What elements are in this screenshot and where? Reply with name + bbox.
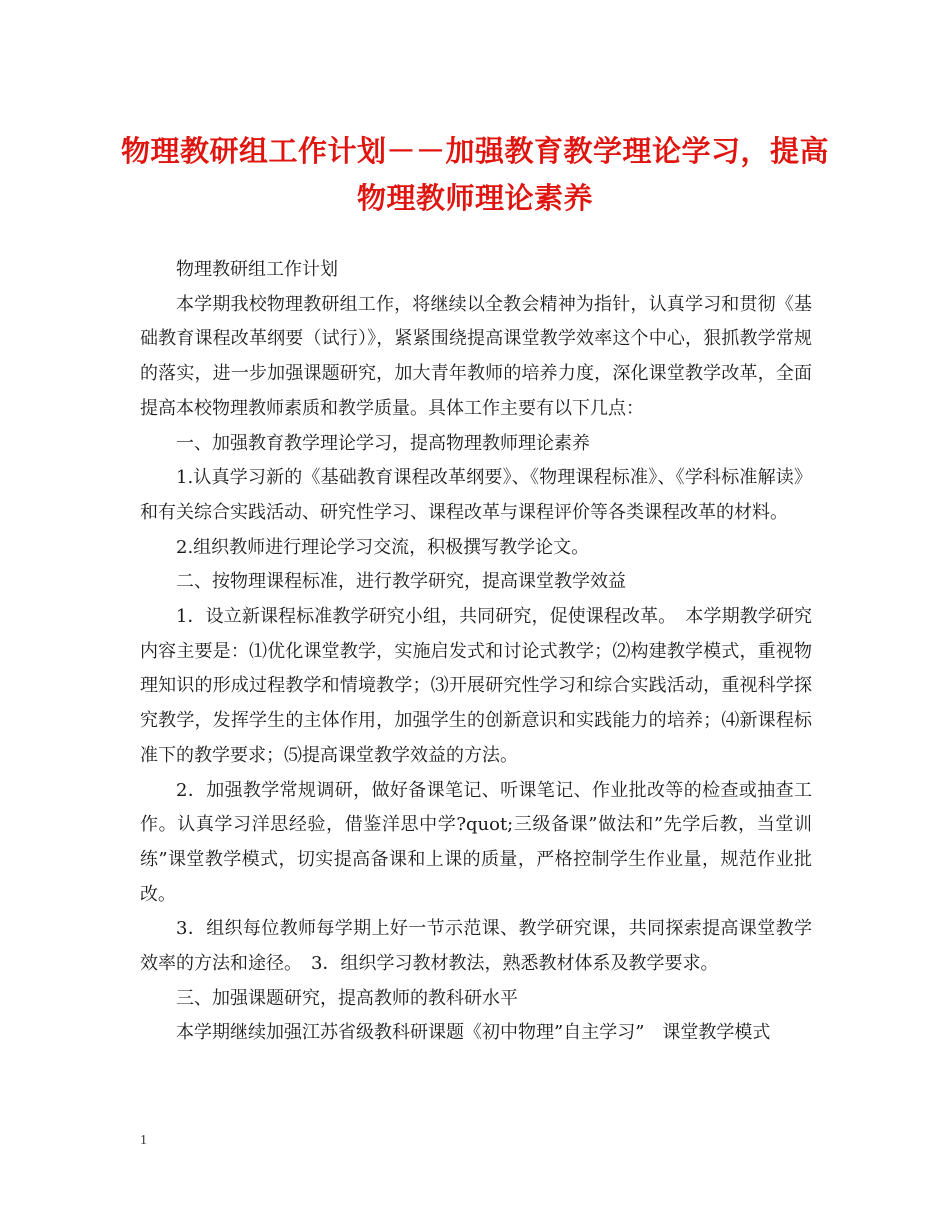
section-heading: 物理教研组工作计划: [176, 259, 338, 280]
section-heading: 一、加强教育教学理论学习，提高物理教师理论素养: [176, 432, 590, 454]
section-heading: 二、按物理课程标准，进行教学研究，提高课堂教学效益: [176, 571, 626, 593]
page-number: 1: [140, 1133, 147, 1148]
intro-paragraph: 本学期我校物理教研组工作，将继续以全教会精神为指针，认真学习和贯彻《基础教育课程改革纲要（试行）》，紧紧围绕提高课堂教学效率这个中心，狠抓教学常规的落实，进一步加强课题研究，加大青年教师的培养力度，深化课堂教学改革，全面提高本校物理教师素质和教学质量。具体工作主要有以下几点：: [140, 293, 812, 419]
title-line-1: 物理教研组工作计划－－加强教育教学理论学习，提高: [120, 134, 829, 168]
body-paragraph: 本学期继续加强江苏省级教科研课题《初中物理”自主学习” 课堂教学模式: [176, 1022, 771, 1044]
list-item: 2.组织教师进行理论学习交流，积极撰写教学论文。: [176, 536, 590, 558]
section-heading: 三、加强课题研究，提高教师的教科研水平: [176, 987, 518, 1009]
document-body: [140, 253, 812, 1051]
title-line-2: 物理教师理论素养: [356, 181, 593, 215]
list-item: 3．组织每位教师每学期上好一节示范课、教学研究课，共同探索提高课堂教学效率的方法和途径。 3．组织学习教材教法，熟悉教材体系及教学要求。: [140, 918, 812, 975]
document-title: [120, 128, 830, 222]
list-item: 1.认真学习新的《基础教育课程改革纲要》、《物理课程标准》、《学科标准解读》和有关综合实践活动、研究性学习、课程改革与课程评价等各类课程改革的材料。: [140, 467, 812, 523]
list-item: 2．加强教学常规调研，做好备课笔记、听课笔记、作业批改等的检查或抽查工作。认真学习洋思经验，借鉴洋思中学?quot;三级备课”做法和”先学后教，当堂训练”课堂教学模式，切实提高备课和上课的质量，严格控制学生作业量，规范作业批改。: [140, 779, 812, 905]
list-item: 1．设立新课程标准教学研究小组，共同研究，促使课程改革。 本学期教学研究内容主要是：⑴优化课堂教学，实施启发式和讨论式教学；⑵构建教学模式，重视物理知识的形成过程教学和情境教学；⑶开展研究性学习和综合实践活动，重视科学探究教学，发挥学生的主体作用，加强学生的创新意识和实践能力的培养；⑷新课程标准下的教学要求；⑸提高课堂教学效益的方法。: [140, 606, 812, 766]
